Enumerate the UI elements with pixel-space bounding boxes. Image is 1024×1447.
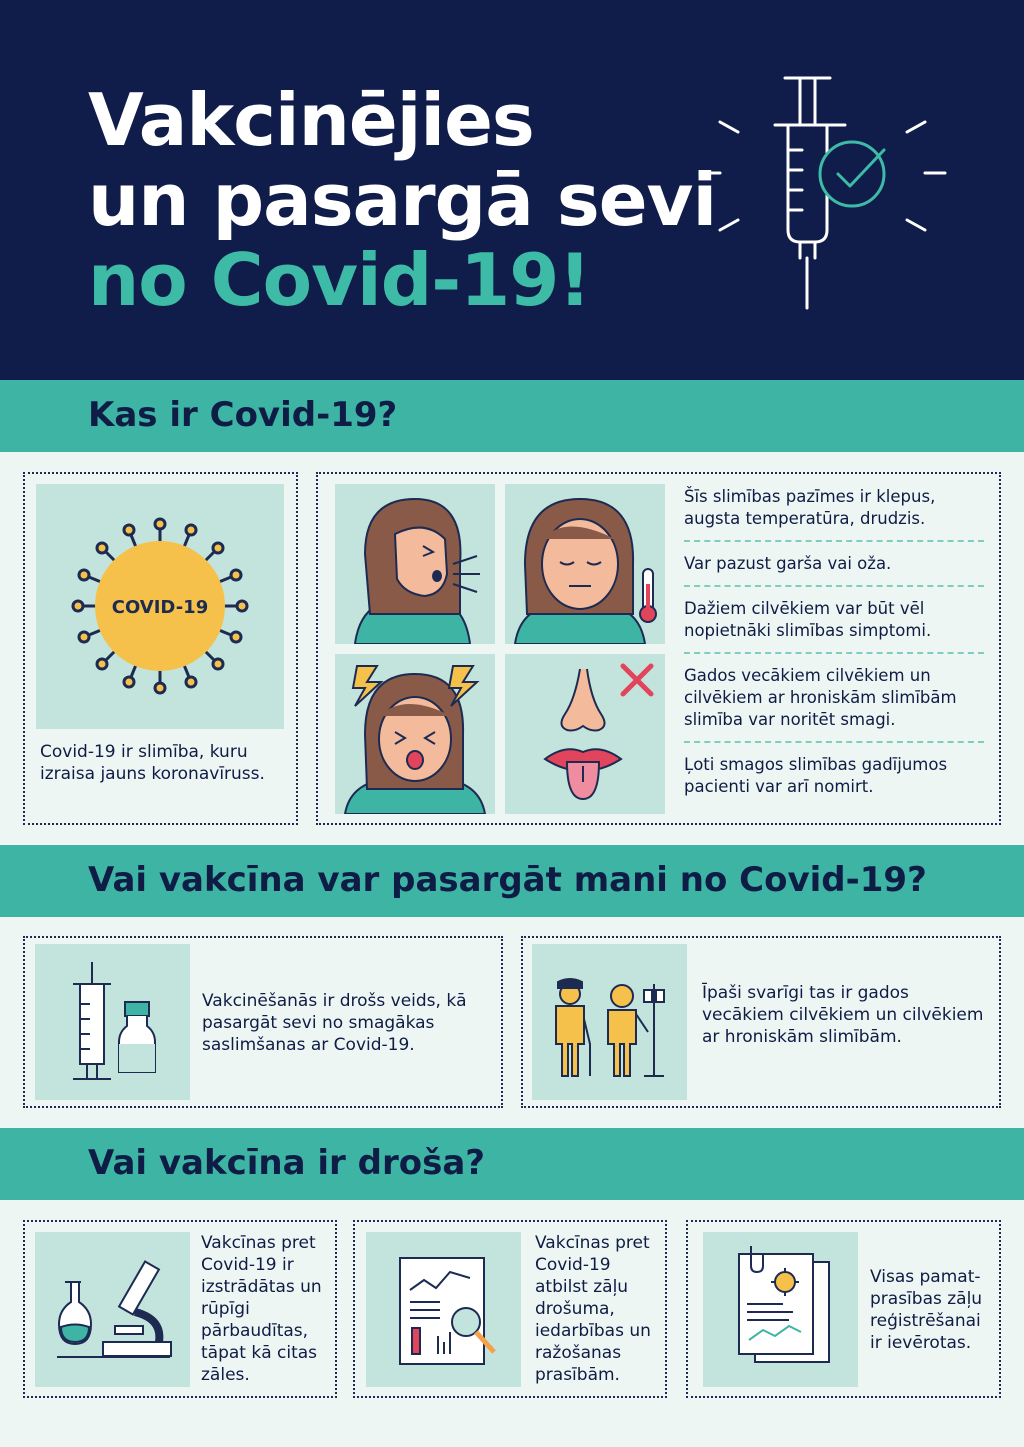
documents-virus-illustration [703, 1232, 858, 1387]
syringe-check-icon [690, 70, 960, 320]
virus-label: COVID-19 [111, 597, 209, 618]
report-magnifier-illustration [366, 1232, 521, 1387]
hero-title-line-1: Vakcinējies [88, 78, 534, 162]
vaccine-development-text: Vakcīnas pret Covid-19 ir izstrādātas un rūpīgi pārbaudītas, tāpat kā citas zāles. [201, 1233, 322, 1385]
hero-title [88, 80, 716, 320]
section-3-heading: Vai vakcīna ir droša? [88, 1143, 486, 1183]
symptoms-list [684, 486, 984, 819]
vaccine-protection-text: Vakcinēšanās ir drošs veids, kā pasargāt sevi no smagākas saslimšanas ar Covid-19. [202, 991, 467, 1055]
registration-text: Visas pamat-prasības zāļu reģistrēšanai ir ievērotas. [870, 1267, 983, 1353]
section-2-heading: Vai vakcīna var pasargāt mani no Covid-19? [88, 860, 927, 900]
risk-groups-text: Īpaši svarīgi tas ir gados vecākiem cilvēkiem un cilvēkiem ar hroniskām slimībām. [702, 983, 984, 1047]
loss-of-smell-taste-illustration [505, 654, 665, 814]
covid-definition-text: Covid-19 ir slimība, kuru izraisa jauns koronavīruss. [40, 742, 265, 784]
syringe-vial-illustration [35, 944, 190, 1100]
section-1-heading: Kas ir Covid-19? [88, 395, 398, 435]
lab-microscope-illustration [35, 1232, 190, 1387]
symptom-item: Var pazust garša vai oža. [684, 553, 984, 587]
fever-woman-illustration [505, 484, 665, 644]
section-1-band [0, 380, 1024, 452]
virus-illustration [36, 484, 284, 729]
symptom-item: Dažiem cilvēkiem var būt vēl nopietnāki slimības simptomi. [684, 598, 984, 654]
symptom-item: Ļoti smagos slimības gadījumos pacienti var arī nomirt. [684, 755, 948, 796]
coughing-woman-illustration [335, 484, 495, 644]
hero-banner [0, 0, 1024, 380]
elderly-people-illustration [532, 944, 687, 1100]
hero-title-line-2: un pasargā sevi [88, 158, 717, 242]
hero-title-line-3: no Covid-19! [88, 238, 591, 322]
vaccine-requirements-text: Vakcīnas pret Covid-19 atbilst zāļu drošuma, iedarbības un ražošanas prasībām. [535, 1233, 651, 1385]
symptom-item: Šīs slimības pazīmes ir klepus, augsta temperatūra, drudzis. [684, 486, 984, 542]
headache-woman-illustration [335, 654, 495, 814]
section-3-band [0, 1128, 1024, 1200]
section-2-band [0, 845, 1024, 917]
symptom-item: Gados vecākiem cilvēkiem un cilvēkiem ar hroniskām slimībām slimība var noritēt smagi. [684, 665, 984, 743]
